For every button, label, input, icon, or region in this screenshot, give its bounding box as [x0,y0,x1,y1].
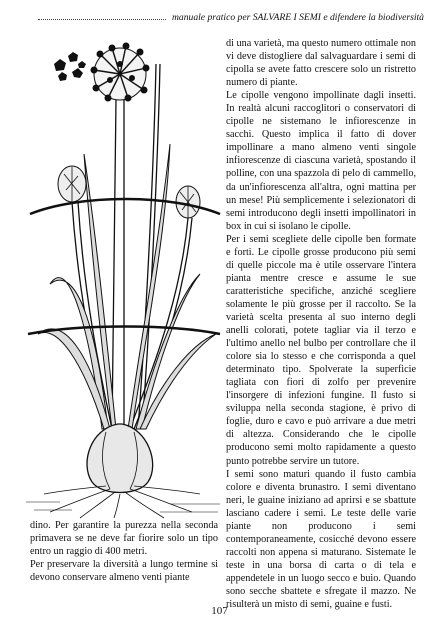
left-paragraph: Per preservare la diversità a lungo termine si devono conservare almeno venti piante [30,559,218,584]
right-paragraph: Le cipolle vengono impollinate dagli insetti. In realtà alcuni raccoglitori o conservatori di cipolle ne sistemano le infiorescenze in sacchi. Questo implica il fatto di dover impollinare a mano almeno venti singole infiorescenze di ciascuna varietà, spostando il polline, con una spazzola di pelo di cammello, da un'infiorescenza all'altra, ogni mattina per un mese! Più semplicemente i selezionatori di semi introducono degli insetti impollinatori in box in cui si isolano le cipolle. [226,90,416,232]
left-paragraph: dino. Per garantire la purezza nella seconda primavera se ne deve far fiorire solo un tipo entro un raggio di 400 metri. [30,520,218,558]
ground-icon [26,502,220,512]
right-paragraph: di una varietà, ma questo numero ottimale non vi deve distogliere dal salvaguardare i semi di cipolla se avete fatto crescere solo un ristretto numero di piante. [226,38,416,89]
running-header [30,10,425,28]
flower-head-icon [58,166,200,218]
onion-plant-illustration [20,34,225,519]
left-column [30,519,218,584]
header-dotted-rule [38,19,166,20]
page-number: 107 [211,605,228,617]
seeds-icon [54,52,86,81]
onion-bulb-icon [87,424,153,493]
right-column [226,37,416,611]
umbel-icon [91,43,149,101]
header-title: manuale pratico per SALVARE I SEMI e difendere la biodiversità [172,12,424,23]
right-paragraph: I semi sono maturi quando il fusto cambia colore e diventa brunastro. I semi diventano neri, le guaine iniziano ad aprirsi e se sbattute lasciano cadere i semi. Le teste delle varie piante non producono i semi contemporaneamente, cosicché devono essere raccolti non appena si maturano. Sistemate le teste in una borsa di carta o di tela e appendetele in un luogo secco e buio. Quando sono secche sbattete e sfregate il mazzo. Ne risulterà un misto di semi, guaine e fusti. [226,468,416,611]
right-paragraph: Per i semi scegliete delle cipolle ben formate e forti. Le cipolle grosse producono più semi di quelle piccole ma è utile osservare l'intera pianta mentre cresce e assume le sue caratteristiche specifiche, anziché scegliere solamente le più grosse per il raccolto. Se la varietà scelta presenta al suo interno degli anelli colorati, potete tagliar via il terzo e l'ultimo anello nel bulbo per controllare che il colore sia lo stesso e che corrisponda a quel determinato tipo. Spolverate la superficie tagliata con fiori di zolfo per prevenire l'insorgere di infezioni fungine. Il fusto si sviluppa nella seconda stagione, è privo di foglie, duro e cavo e può arrivare a due metri di altezza. Considerando che le cipolle producono semi molto rapidamente a questo punto potrebbe servire un tutore. [226,233,416,467]
